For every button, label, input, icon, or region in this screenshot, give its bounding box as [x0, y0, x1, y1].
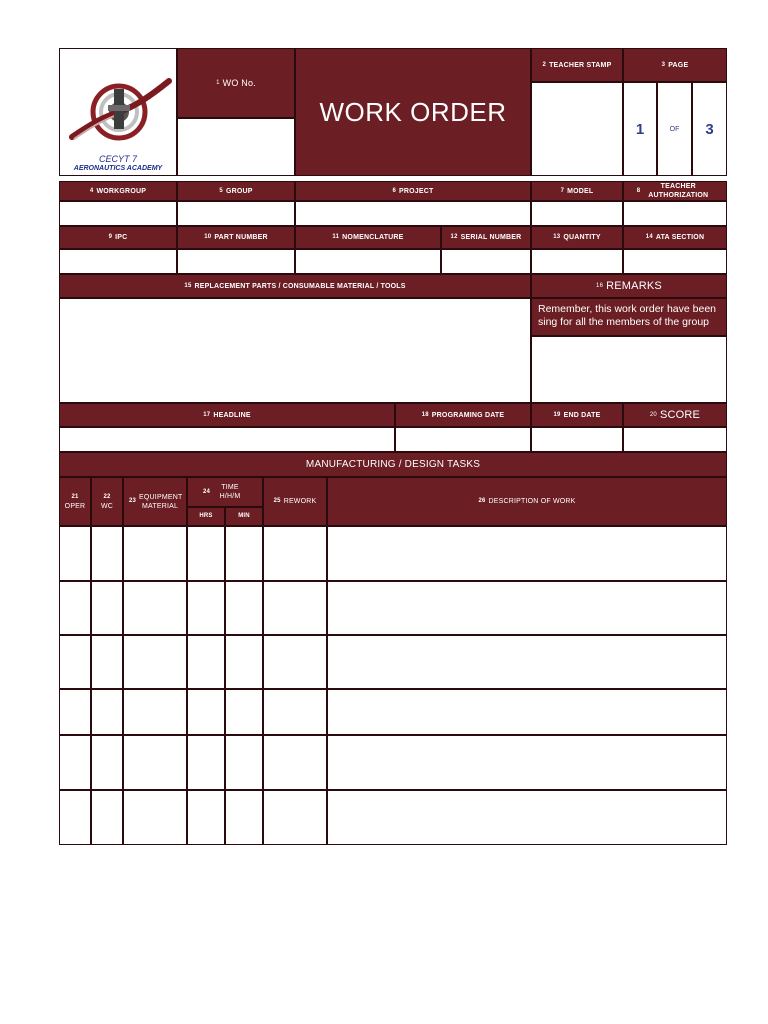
part-number-header: 10 PART NUMBER	[177, 226, 295, 249]
min-cell[interactable]	[225, 635, 263, 689]
ipc-field[interactable]	[59, 249, 177, 274]
headline-field[interactable]	[59, 427, 395, 452]
description-cell[interactable]	[327, 689, 727, 735]
equipment-cell[interactable]	[123, 689, 187, 735]
wc-header: 22 WC	[91, 477, 123, 526]
score-field[interactable]	[623, 427, 727, 452]
hrs-cell[interactable]	[187, 689, 225, 735]
description-cell[interactable]	[327, 790, 727, 845]
hrs-cell[interactable]	[187, 790, 225, 845]
page-of: OF	[657, 82, 692, 176]
group-header: 5 GROUP	[177, 181, 295, 201]
time-header: 24 TIME H/H/M	[187, 477, 263, 507]
description-cell[interactable]	[327, 526, 727, 581]
project-field[interactable]	[295, 201, 531, 226]
logo-cell	[59, 48, 177, 176]
wo-no-header: 1 WO No.	[177, 48, 295, 118]
wo-no-field[interactable]	[177, 118, 295, 176]
equipment-cell[interactable]	[123, 526, 187, 581]
serial-number-field[interactable]	[441, 249, 531, 274]
wc-cell[interactable]	[91, 635, 123, 689]
wc-cell[interactable]	[91, 689, 123, 735]
workgroup-field[interactable]	[59, 201, 177, 226]
score-header: 20 SCORE	[623, 403, 727, 427]
description-cell[interactable]	[327, 635, 727, 689]
min-header: MIN	[225, 507, 263, 526]
headline-header: 17 HEADLINE	[59, 403, 395, 427]
end-date-field[interactable]	[531, 427, 623, 452]
remarks-field[interactable]	[531, 336, 727, 403]
min-cell[interactable]	[225, 581, 263, 635]
academy-logo-icon	[64, 67, 174, 157]
hrs-cell[interactable]	[187, 581, 225, 635]
programing-date-header: 18 PROGRAMING DATE	[395, 403, 531, 427]
serial-number-header: 12 SERIAL NUMBER	[441, 226, 531, 249]
hrs-cell[interactable]	[187, 735, 225, 790]
teacher-authorization-header: 8 TEACHER AUTHORIZATION	[623, 181, 727, 201]
model-header: 7 MODEL	[531, 181, 623, 201]
oper-cell[interactable]	[59, 689, 91, 735]
ipc-header: 9 IPC	[59, 226, 177, 249]
wc-cell[interactable]	[91, 790, 123, 845]
rework-cell[interactable]	[263, 635, 327, 689]
wc-cell[interactable]	[91, 735, 123, 790]
page-total: 3	[692, 82, 727, 176]
rework-cell[interactable]	[263, 790, 327, 845]
hrs-header: HRS	[187, 507, 225, 526]
teacher-stamp-field[interactable]	[531, 82, 623, 176]
logo-line2: AERONAUTICS ACADEMY	[73, 165, 163, 172]
group-field[interactable]	[177, 201, 295, 226]
min-cell[interactable]	[225, 790, 263, 845]
rework-cell[interactable]	[263, 526, 327, 581]
oper-cell[interactable]	[59, 635, 91, 689]
equipment-header: 23 EQUIPMENT MATERIAL	[123, 477, 187, 526]
teacher-authorization-field[interactable]	[623, 201, 727, 226]
ata-section-field[interactable]	[623, 249, 727, 274]
oper-header: 21 OPER	[59, 477, 91, 526]
hrs-cell[interactable]	[187, 635, 225, 689]
oper-cell[interactable]	[59, 526, 91, 581]
nomenclature-header: 11 NOMENCLATURE	[295, 226, 441, 249]
description-header: 26 DESCRIPTION OF WORK	[327, 477, 727, 526]
wc-cell[interactable]	[91, 581, 123, 635]
part-number-field[interactable]	[177, 249, 295, 274]
replacement-parts-header: 15 REPLACEMENT PARTS / CONSUMABLE MATERIAL / TOOLS	[59, 274, 531, 298]
hrs-cell[interactable]	[187, 526, 225, 581]
equipment-cell[interactable]	[123, 735, 187, 790]
rework-header: 25 REWORK	[263, 477, 327, 526]
oper-cell[interactable]	[59, 735, 91, 790]
remarks-note: Remember, this work order have been sing for all the members of the group	[531, 298, 727, 336]
workgroup-header: 4 WORKGROUP	[59, 181, 177, 201]
rework-cell[interactable]	[263, 581, 327, 635]
min-cell[interactable]	[225, 735, 263, 790]
rework-cell[interactable]	[263, 689, 327, 735]
ata-section-header: 14 ATA SECTION	[623, 226, 727, 249]
tasks-title: MANUFACTURING / DESIGN TASKS	[59, 452, 727, 477]
page-header: 3 PAGE	[623, 48, 727, 82]
project-header: 6 PROJECT	[295, 181, 531, 201]
oper-cell[interactable]	[59, 790, 91, 845]
teacher-stamp-header: 2 TEACHER STAMP	[531, 48, 623, 82]
end-date-header: 19 END DATE	[531, 403, 623, 427]
description-cell[interactable]	[327, 735, 727, 790]
nomenclature-field[interactable]	[295, 249, 441, 274]
programing-date-field[interactable]	[395, 427, 531, 452]
quantity-field[interactable]	[531, 249, 623, 274]
page-title: WORK ORDER	[295, 48, 531, 176]
replacement-parts-field[interactable]	[59, 298, 531, 403]
logo-line1: CECYT 7	[98, 154, 137, 164]
description-cell[interactable]	[327, 581, 727, 635]
equipment-cell[interactable]	[123, 635, 187, 689]
rework-cell[interactable]	[263, 735, 327, 790]
remarks-header: 16 REMARKS	[531, 274, 727, 298]
equipment-cell[interactable]	[123, 581, 187, 635]
wc-cell[interactable]	[91, 526, 123, 581]
model-field[interactable]	[531, 201, 623, 226]
min-cell[interactable]	[225, 526, 263, 581]
oper-cell[interactable]	[59, 581, 91, 635]
min-cell[interactable]	[225, 689, 263, 735]
page-current: 1	[623, 82, 657, 176]
quantity-header: 13 QUANTITY	[531, 226, 623, 249]
equipment-cell[interactable]	[123, 790, 187, 845]
